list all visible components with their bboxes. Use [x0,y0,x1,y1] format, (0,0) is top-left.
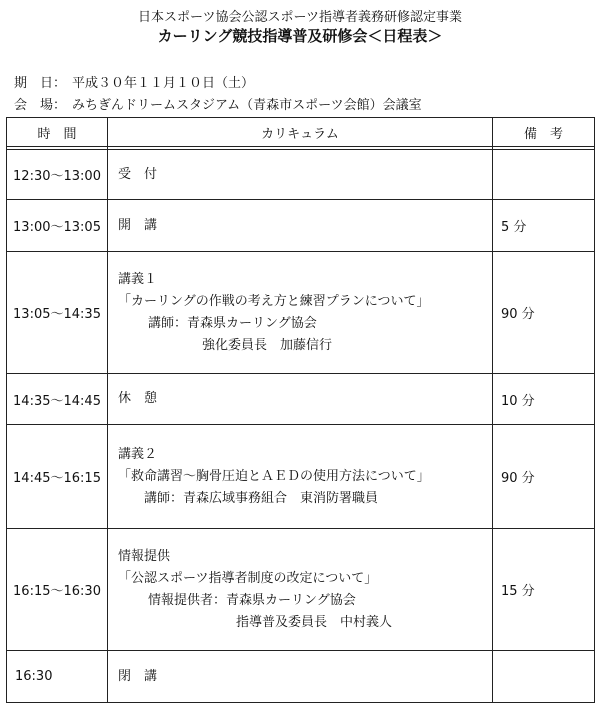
table-row [7,150,595,200]
row-note: 90 分 [493,425,595,529]
curriculum-line: 講師：青森県カーリング協会 [148,315,317,331]
row-note [493,150,595,200]
row-curriculum [108,425,493,529]
row-note [493,651,595,703]
date-value: 平成３０年１１月１０日（土） [72,76,255,91]
row-time: 13:00～13:05 [7,200,108,252]
row-curriculum [108,529,493,651]
document-title: カーリング競技指導普及研修会＜日程表＞ [157,27,443,45]
venue-label: 会 場： [14,98,67,113]
date-label: 期 日： [14,76,67,91]
curriculum-line: 講義１ [118,271,158,287]
curriculum-line: 講義２ [118,446,158,462]
table-row [7,252,595,374]
curriculum-line: 「救命講習～胸骨圧迫とＡＥＤの使用方法について」 [118,468,430,484]
row-curriculum [108,651,493,703]
venue-value: みちぎんドリームスタジアム（青森市スポーツ会館）会議室 [72,98,422,113]
row-note: 10 分 [493,374,595,425]
row-curriculum [108,374,493,425]
row-time: 14:35～14:45 [7,374,108,425]
table-header-row [7,118,595,147]
curriculum-line: 情報提供 [118,548,171,564]
curriculum-line: 情報提供者：青森県カーリング協会 [148,592,356,608]
date-line [14,72,254,91]
table-row [7,374,595,425]
row-curriculum [108,150,493,200]
document-subtitle: 日本スポーツ協会公認スポーツ指導者義務研修認定事業 [138,10,462,25]
table-row [7,529,595,651]
header-time: 時 間 [7,118,108,147]
header-notes: 備 考 [493,118,595,147]
row-note: 5 分 [493,200,595,252]
row-time: 13:05～14:35 [7,252,108,374]
row-note: 15 分 [493,529,595,651]
curriculum-line: 休 憩 [118,391,158,406]
row-time: 16:15～16:30 [7,529,108,651]
curriculum-line: 強化委員長 加藤信行 [202,337,333,353]
curriculum-line: 「カーリングの作戦の考え方と練習プランについて」 [118,293,430,309]
row-time: 14:45～16:15 [7,425,108,529]
curriculum-line: 指導普及委員長 中村義人 [236,614,393,630]
row-time: 16:30 [7,651,108,703]
curriculum-line: 受 付 [118,166,158,182]
row-note: 90 分 [493,252,595,374]
header-curriculum: カリキュラム [108,118,493,147]
row-curriculum [108,252,493,374]
table-row [7,200,595,252]
curriculum-line: 閉 講 [118,668,158,684]
table-row [7,425,595,529]
table-row [7,651,595,703]
row-curriculum [108,200,493,252]
venue-line [14,94,422,113]
curriculum-line: 講師：青森広域事務組合 東消防署職員 [144,490,379,506]
curriculum-line: 開 講 [118,217,158,233]
schedule-table [6,117,595,703]
curriculum-line: 「公認スポーツ指導者制度の改定について」 [118,570,378,586]
row-time: 12:30～13:00 [7,150,108,200]
